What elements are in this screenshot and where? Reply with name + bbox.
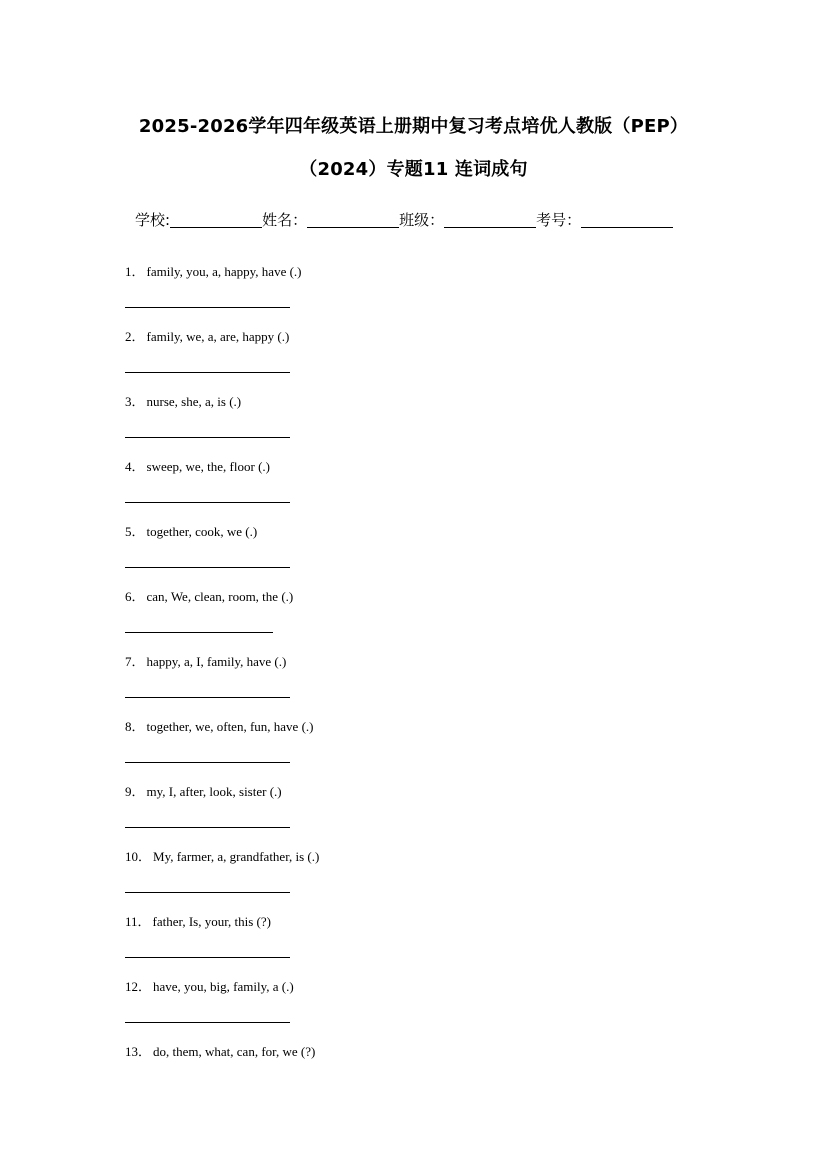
question-6 [125,586,293,605]
answer-line-8[interactable] [125,762,290,763]
class-label: 班级： [399,211,445,229]
question-words: family, you, a, happy, have (.) [146,264,302,279]
question-words: My, farmer, a, grandfather, is (.) [153,849,320,864]
answer-line-7[interactable] [125,697,290,698]
answer-line-12[interactable] [125,1022,290,1023]
question-words: can, We, clean, room, the (.) [146,589,294,604]
question-10 [125,846,319,865]
question-words: my, I, after, look, sister (.) [146,784,282,799]
name-label: 姓名： [262,211,308,229]
page-title-line-2: （2024）专题11 连词成句 [299,159,528,180]
question-number: 10． [125,849,152,864]
school-field[interactable] [170,212,262,228]
question-words: together, cook, we (.) [146,524,258,539]
question-12 [125,976,294,995]
question-number: 11． [125,914,151,929]
answer-line-3[interactable] [125,437,290,438]
answer-line-5[interactable] [125,567,290,568]
answer-line-4[interactable] [125,502,290,503]
question-9 [125,781,282,800]
question-1 [125,261,302,280]
question-number: 8． [125,719,145,734]
exam-number-field[interactable] [581,212,673,228]
question-number: 13． [125,1044,152,1059]
question-number: 6． [125,589,145,604]
question-words: together, we, often, fun, have (.) [146,719,314,734]
exam-number-label: 考号： [536,211,582,229]
question-number: 7． [125,654,145,669]
question-words: happy, a, I, family, have (.) [146,654,287,669]
question-7 [125,651,286,670]
question-words: sweep, we, the, floor (.) [146,459,270,474]
student-info-row [135,209,673,230]
question-3 [125,391,241,410]
question-number: 2． [125,329,145,344]
name-field[interactable] [307,212,399,228]
question-number: 4． [125,459,145,474]
question-words: have, you, big, family, a (.) [153,979,294,994]
answer-line-9[interactable] [125,827,290,828]
question-number: 9． [125,784,145,799]
answer-line-6[interactable] [125,632,273,633]
question-number: 5． [125,524,145,539]
question-2 [125,326,289,345]
question-number: 3． [125,394,145,409]
question-4 [125,456,270,475]
question-5 [125,521,257,540]
question-words: father, Is, your, this (?) [152,914,271,929]
class-field[interactable] [444,212,536,228]
answer-line-1[interactable] [125,307,290,308]
school-label: 学校: [135,211,171,229]
answer-line-10[interactable] [125,892,290,893]
question-13 [125,1041,315,1060]
question-number: 12． [125,979,152,994]
question-words: nurse, she, a, is (.) [146,394,242,409]
question-8 [125,716,313,735]
page-title-line-1: 2025-2026学年四年级英语上册期中复习考点培优人教版（PEP） [138,116,689,137]
question-words: family, we, a, are, happy (.) [146,329,290,344]
answer-line-2[interactable] [125,372,290,373]
question-words: do, them, what, can, for, we (?) [153,1044,316,1059]
question-number: 1． [125,264,145,279]
question-11 [125,911,271,930]
answer-line-11[interactable] [125,957,290,958]
